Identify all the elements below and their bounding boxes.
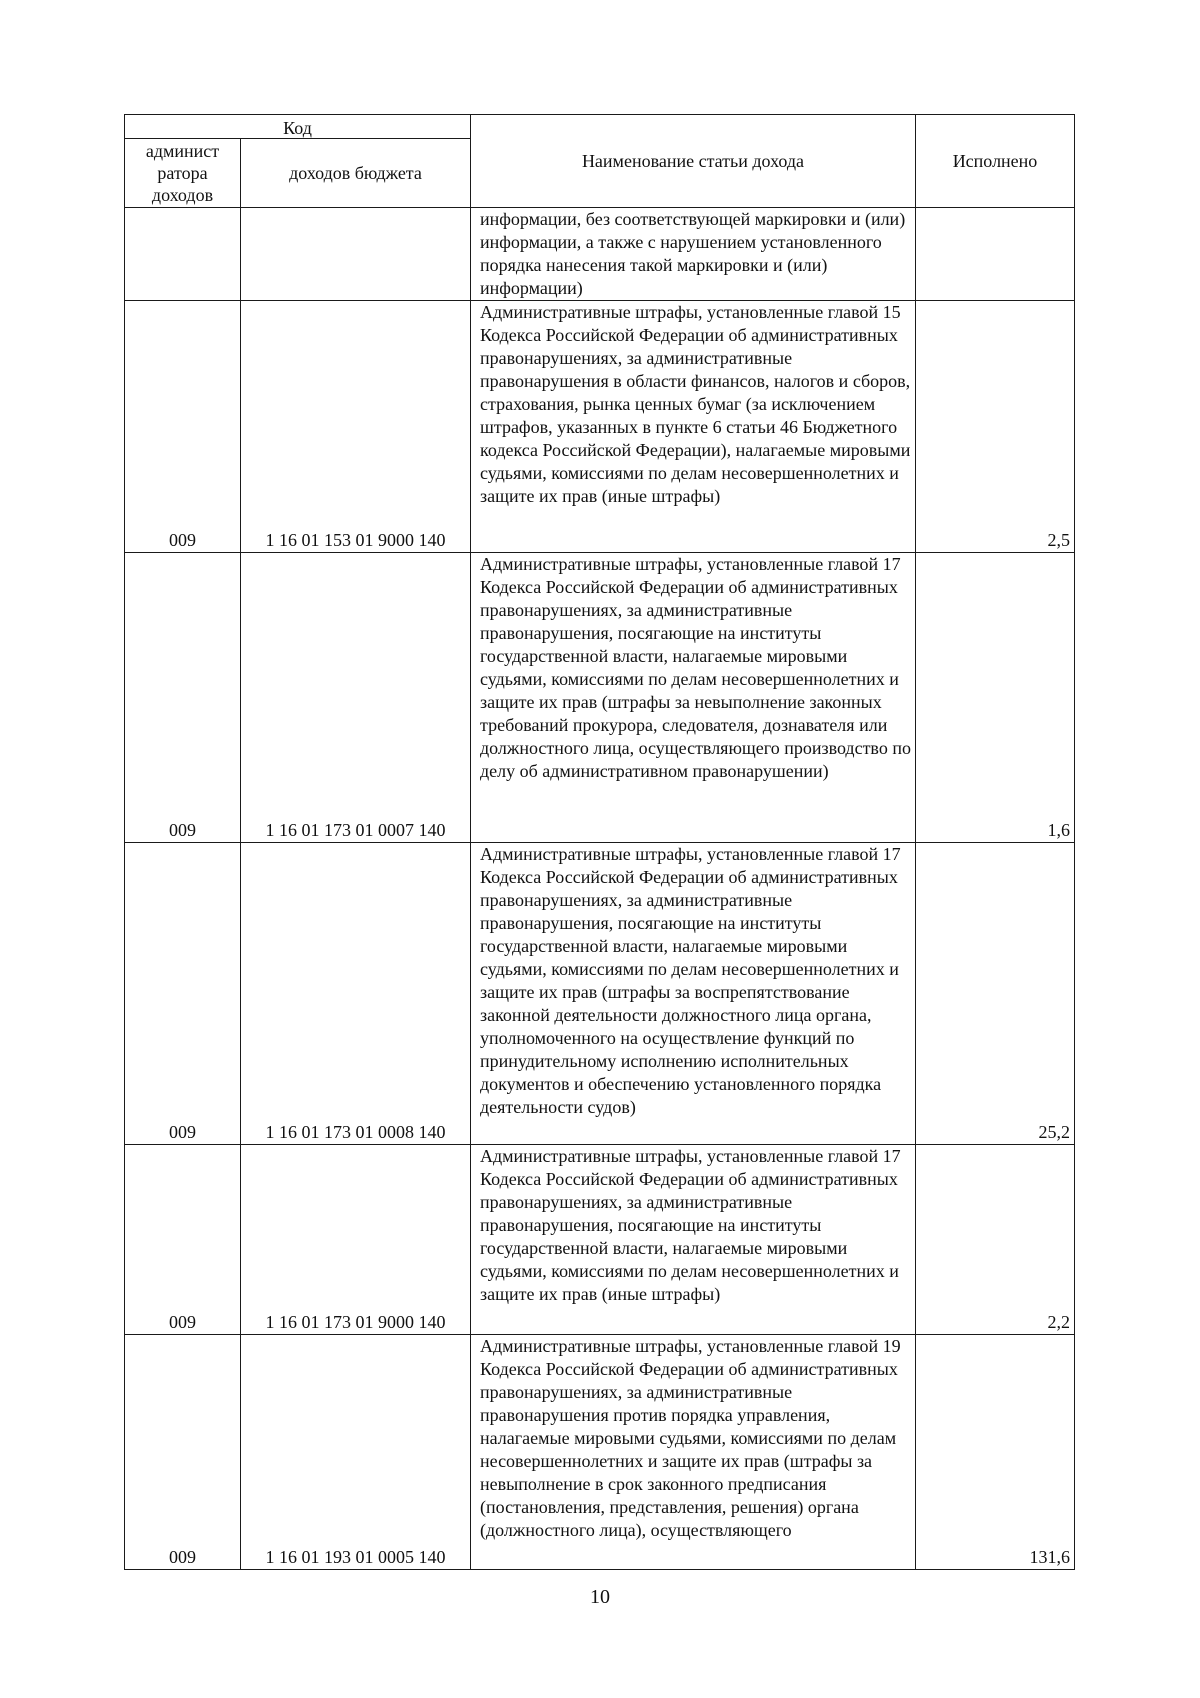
table-row: [125, 843, 1075, 1145]
income-code-cell: 1 16 01 173 01 9000 140: [241, 1145, 471, 1335]
item-name-cell: Административные штрафы, установленные главой 17 Кодекса Российской Федерации об административных правонарушениях, за административные правонарушения, посягающие на институты государственной власти, налагаемые мировыми судьями, комиссиями по делам несовершеннолетних и защите их прав (штрафы за невыполнение законных требований прокурора, следователя, дознавателя или должностного лица, осуществляющего производство по делу об административном правонарушении): [471, 553, 916, 843]
header-kod: Код: [125, 115, 471, 139]
page-number: 10: [590, 1586, 610, 1608]
executed-cell: 25,2: [916, 843, 1075, 1145]
admin-code-cell: 009: [125, 301, 241, 553]
income-code-cell: 1 16 01 153 01 9000 140: [241, 301, 471, 553]
table-row: [125, 1335, 1075, 1570]
item-name-cell: Административные штрафы, установленные главой 17 Кодекса Российской Федерации об административных правонарушениях, за административные правонарушения, посягающие на институты государственной власти, налагаемые мировыми судьями, комиссиями по делам несовершеннолетних и защите их прав (штрафы за воспрепятствование законной деятельности должностного лица органа, уполномоченного на осуществление функций по принудительному исполнению исполнительных документов и обеспечению установленного порядка деятельности судов): [471, 843, 916, 1145]
admin-code-cell: 009: [125, 1335, 241, 1570]
executed-cell: 1,6: [916, 553, 1075, 843]
item-name-cell: информации, без соответствующей маркировки и (или) информации, а также с нарушением установленного порядка нанесения такой маркировки и (или) информации): [471, 208, 916, 301]
executed-cell: 2,5: [916, 301, 1075, 553]
executed-cell: 2,2: [916, 1145, 1075, 1335]
admin-code-cell: [125, 208, 241, 301]
income-code-cell: [241, 208, 471, 301]
table-row: [125, 301, 1075, 553]
table-row: [125, 1145, 1075, 1335]
header-administrator-label: админист ратора доходов: [145, 141, 220, 205]
item-name-cell: Административные штрафы, установленные главой 17 Кодекса Российской Федерации об административных правонарушениях, за административные правонарушения, посягающие на институты государственной власти, налагаемые мировыми судьями, комиссиями по делам несовершеннолетних и защите их прав (иные штрафы): [471, 1145, 916, 1335]
income-code-cell: 1 16 01 173 01 0008 140: [241, 843, 471, 1145]
item-name-cell: Административные штрафы, установленные главой 19 Кодекса Российской Федерации об административных правонарушениях, за административные правонарушения против порядка управления, налагаемые мировыми судьями, комиссиями по делам несовершеннолетних и защите их прав (штрафы за невыполнение в срок законного предписания (постановления, представления, решения) органа (должностного лица), осуществляющего: [471, 1335, 916, 1570]
table-row: [125, 208, 1075, 301]
header-income-code: доходов бюджета: [241, 139, 471, 208]
executed-cell: [916, 208, 1075, 301]
budget-income-table: [124, 114, 1075, 1570]
executed-cell: 131,6: [916, 1335, 1075, 1570]
income-code-cell: 1 16 01 173 01 0007 140: [241, 553, 471, 843]
item-name-cell: Административные штрафы, установленные главой 15 Кодекса Российской Федерации об административных правонарушениях, за административные правонарушения в области финансов, налогов и сборов, страхования, рынка ценных бумаг (за исключением штрафов, указанных в пункте 6 статьи 46 Бюджетного кодекса Российской Федерации), налагаемые мировыми судьями, комиссиями по делам несовершеннолетних и защите их прав (иные штрафы): [471, 301, 916, 553]
admin-code-cell: 009: [125, 553, 241, 843]
admin-code-cell: 009: [125, 843, 241, 1145]
admin-code-cell: 009: [125, 1145, 241, 1335]
header-item-name: Наименование статьи дохода: [471, 115, 916, 208]
header-administrator: [125, 139, 241, 208]
header-executed: Исполнено: [916, 115, 1075, 208]
table-row: [125, 553, 1075, 843]
income-code-cell: 1 16 01 193 01 0005 140: [241, 1335, 471, 1570]
